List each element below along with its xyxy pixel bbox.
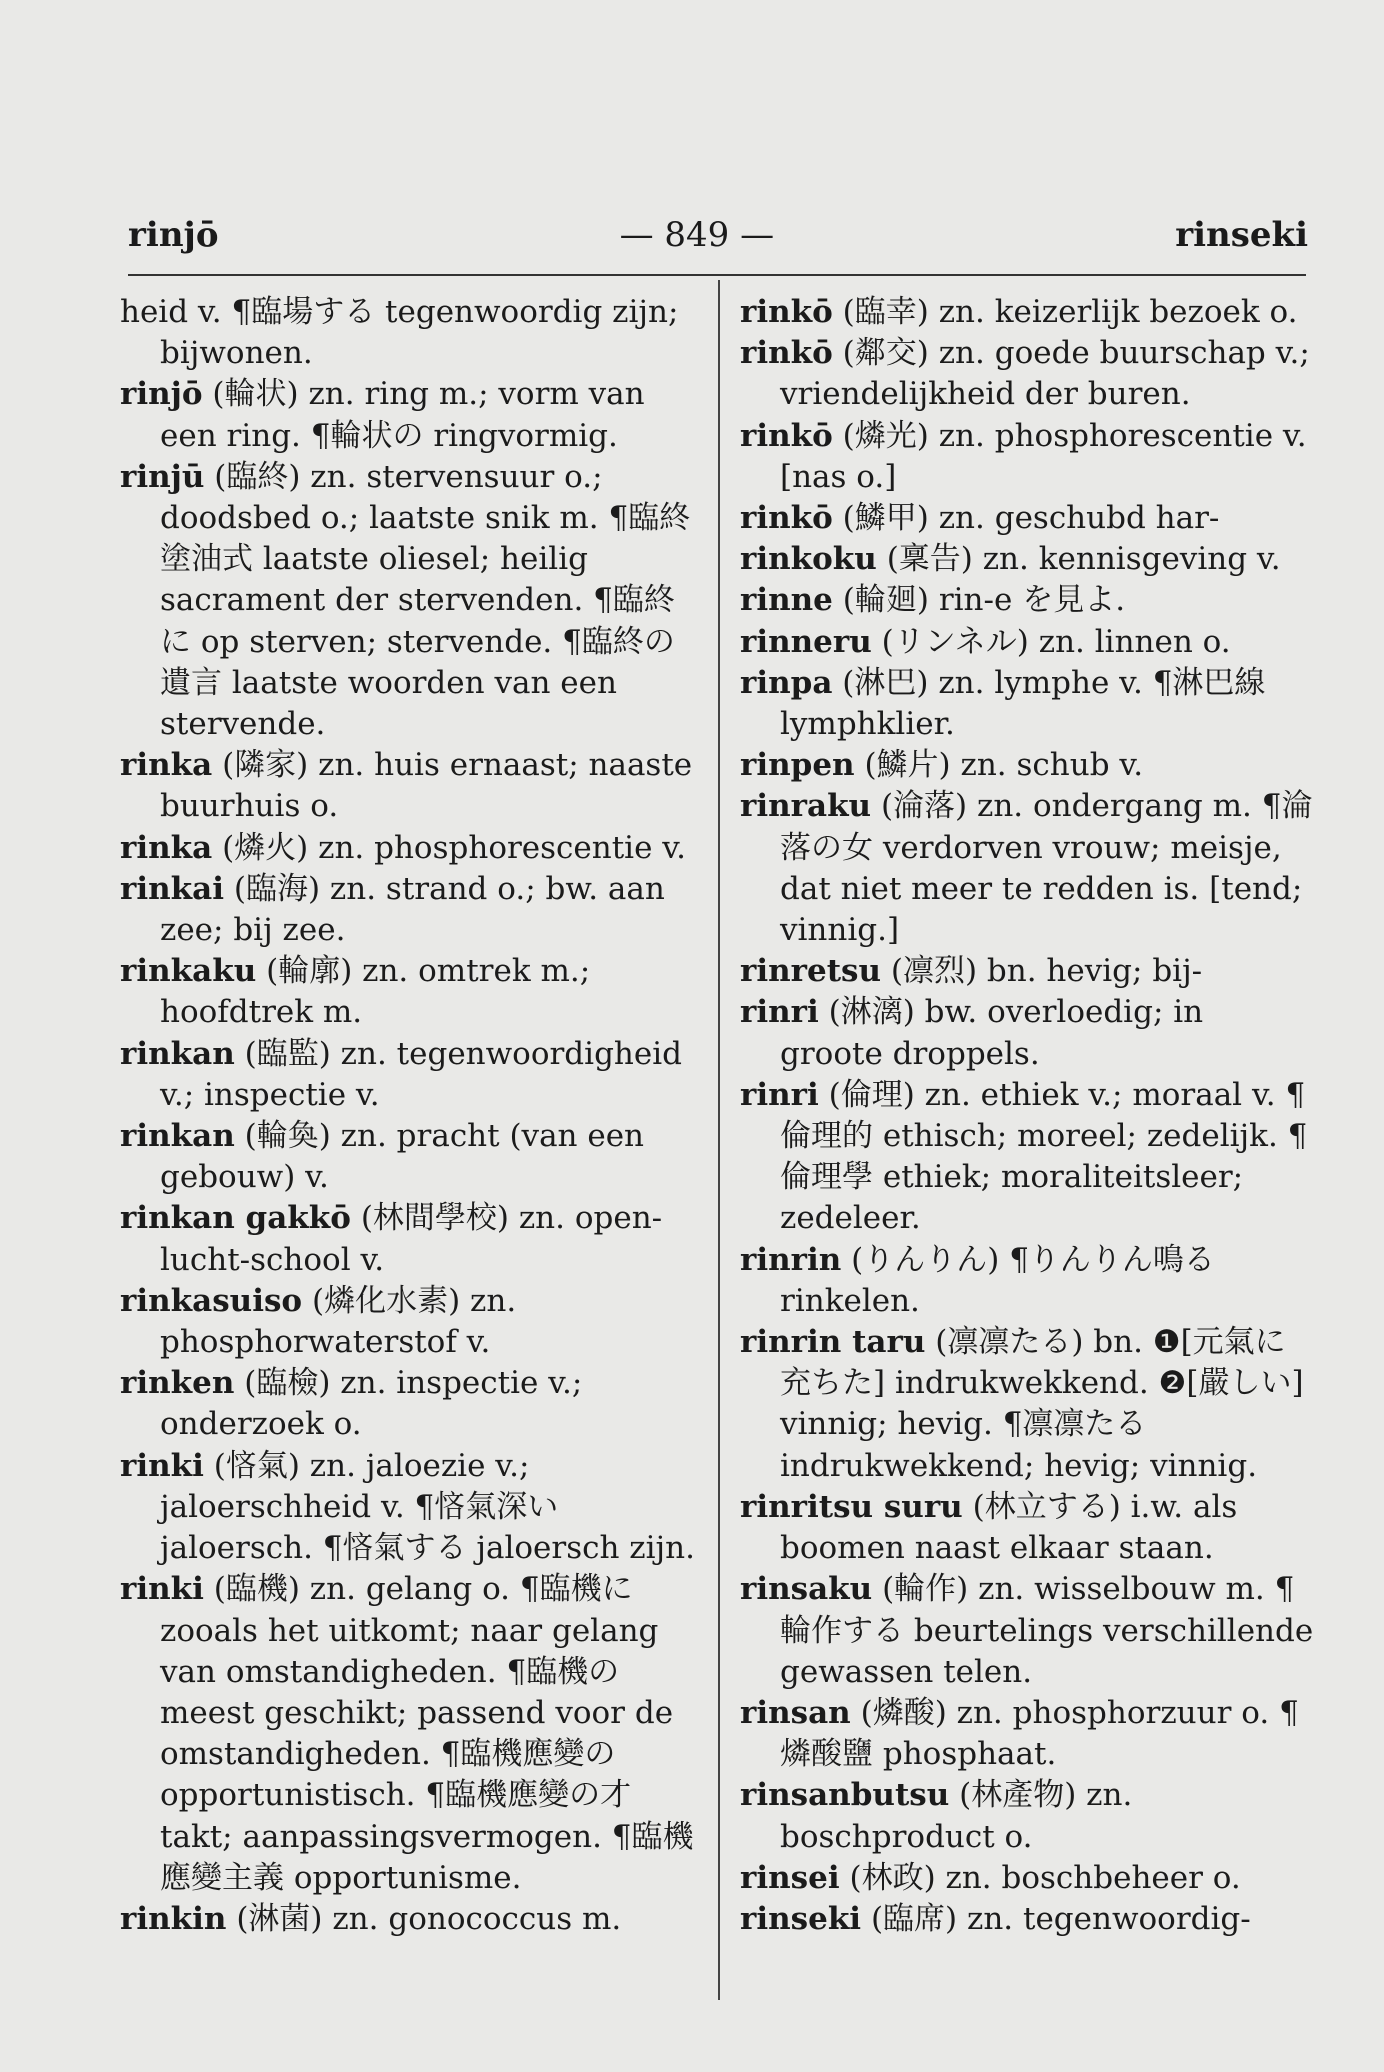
dictionary-entry: [120, 1363, 695, 1445]
entry-headword: rinka: [120, 829, 213, 866]
dictionary-entry: [740, 416, 1315, 498]
entry-headword: rinjō: [120, 376, 203, 413]
entry-definition: (倫理) zn. ethiek v.; moraal v. ¶倫理的 ethisch; moreel; zedelijk. ¶倫理學 ethiek; moraliteitsleer; zedeleer.: [780, 1076, 1308, 1237]
entry-definition: (臨監) zn. tegenwoordigheid v.; inspectie v.: [160, 1035, 682, 1113]
entry-headword: rinkan: [120, 1035, 235, 1072]
entry-definition: (林政) zn. boschbeheer o.: [849, 1859, 1241, 1896]
dictionary-entry: [740, 1775, 1315, 1857]
dictionary-entry: [740, 1569, 1315, 1693]
entry-definition: (燐火) zn. phosphorescentie v.: [222, 829, 686, 866]
entry-definition: (臨海) zn. strand o.; bw. aan zee; bij zee.: [160, 870, 665, 949]
entry-headword: rinne: [740, 582, 833, 619]
dictionary-entry: [120, 1116, 695, 1198]
entry-definition: (臨機) zn. gelang o. ¶臨機に zooals het uitkomt; naar gelang van omstandigheden. ¶臨機の meest geschikt; passend voor de omstandigheden. ¶臨機應變の opportunistisch. ¶臨機應變の才 takt; aanpassingsvermogen. ¶臨機應變主義 opportunisme.: [160, 1571, 694, 1896]
entry-headword: rinki: [120, 1571, 204, 1608]
entry-definition: heid v. ¶臨場する tegenwoordig zijn; bijwonen.: [120, 294, 679, 372]
entry-headword: rinri: [740, 1076, 819, 1113]
entry-headword: rinkan: [120, 1118, 235, 1155]
entry-headword: rinseki: [740, 1900, 862, 1937]
entry-definition: (輪作) zn. wisselbouw m. ¶輪作する beurtelings verschillende gewassen telen.: [780, 1571, 1314, 1690]
dictionary-entry: [120, 1446, 695, 1570]
dictionary-entry: [120, 457, 695, 745]
entry-headword: rinjū: [120, 458, 205, 495]
entry-definition: (淪落) zn. ondergang m. ¶淪落の女 verdorven vrouw; meisje, dat niet meer te redden is. [tend; vinnig.]: [780, 788, 1313, 949]
dictionary-entry: [120, 828, 695, 869]
dictionary-entry: [740, 1322, 1315, 1487]
entry-headword: rinkai: [120, 870, 224, 907]
dictionary-entry: [740, 1899, 1315, 1940]
entry-definition: (稟告) zn. kennisgeving v.: [886, 541, 1281, 578]
entry-headword: rinken: [120, 1365, 235, 1402]
page-number: — 849 —: [619, 215, 775, 255]
entry-headword: rinkō: [740, 417, 833, 454]
dictionary-entry: [120, 374, 695, 456]
entry-headword: rinretsu: [740, 953, 882, 990]
entry-headword: rinsanbutsu: [740, 1777, 950, 1814]
entry-definition: (鱗片) zn. schub v.: [864, 747, 1144, 784]
entry-headword: rinsaku: [740, 1571, 873, 1608]
entry-headword: rinsan: [740, 1694, 851, 1731]
entry-definition: (臨席) zn. tegenwoordig-: [870, 1900, 1251, 1937]
entry-definition: (燐光) zn. phosphorescentie v. [nas o.]: [780, 417, 1307, 495]
header-left-keyword: rinjō: [128, 215, 219, 255]
entry-headword: rinri: [740, 994, 819, 1031]
entry-definition: (リンネル) zn. linnen o.: [881, 623, 1231, 660]
entry-definition: (淋巴) zn. lymphe v. ¶淋巴線 lymphklier.: [780, 664, 1266, 743]
dictionary-entry: [740, 539, 1315, 580]
entry-headword: rinsei: [740, 1859, 840, 1896]
entry-headword: rinkin: [120, 1900, 227, 1937]
entry-definition: (燐化水素) zn. phosphorwaterstof v.: [160, 1282, 517, 1361]
entry-definition: (臨終) zn. stervensuur o.; doodsbed o.; laatste snik m. ¶臨終塗油式 laatste oliesel; heilig sacrament der stervenden. ¶臨終に op sterven; stervende. ¶臨終の遺言 laatste woorden van een stervende.: [160, 458, 691, 743]
entry-headword: rinkan gakkō: [120, 1200, 351, 1237]
left-column: [120, 292, 695, 1940]
entry-definition: (りんりん) ¶りんりん鳴る rinkelen.: [780, 1241, 1215, 1319]
entry-definition: (悋氣) zn. jaloezie v.; jaloerschheid v. ¶悋氣深い jaloersch. ¶悋氣する jaloersch zijn.: [160, 1447, 695, 1567]
dictionary-entry: [740, 1693, 1315, 1775]
header-right-keyword: rinseki: [1175, 215, 1308, 255]
entry-definition: (淋菌) zn. gonococcus m.: [236, 1900, 622, 1937]
dictionary-entry: [120, 1281, 695, 1363]
entry-headword: rinkaku: [120, 953, 257, 990]
dictionary-entry: [120, 1034, 695, 1116]
entry-definition: (鱗甲) zn. geschubd har-: [842, 500, 1220, 537]
dictionary-entry: [120, 745, 695, 827]
dictionary-entry: [120, 292, 695, 374]
entry-definition: (輪廻) rin-e を見よ.: [842, 582, 1126, 619]
dictionary-entry: [120, 1899, 695, 1940]
entry-definition: (林產物) zn. boschproduct o.: [780, 1777, 1133, 1855]
page-header: [128, 205, 1308, 265]
column-divider: [718, 280, 720, 2000]
entry-definition: (燐酸) zn. phosphorzuur o. ¶燐酸鹽 phosphaat.: [780, 1694, 1299, 1773]
dictionary-entry: [740, 1075, 1315, 1240]
dictionary-entry: [740, 1487, 1315, 1569]
entry-headword: rinneru: [740, 623, 872, 660]
dictionary-entry: [740, 498, 1315, 539]
header-rule: [128, 274, 1306, 276]
entry-headword: rinkasuiso: [120, 1282, 303, 1319]
dictionary-entry: [740, 1858, 1315, 1899]
entry-headword: rinki: [120, 1447, 204, 1484]
dictionary-entry: [740, 786, 1315, 951]
dictionary-entry: [740, 1240, 1315, 1322]
entry-definition: (輪状) zn. ring m.; vorm van een ring. ¶輪状の ringvormig.: [160, 376, 645, 454]
entry-headword: rinkō: [740, 500, 833, 537]
dictionary-entry: [740, 992, 1315, 1074]
right-column: [740, 292, 1315, 1940]
entry-definition: (鄰交) zn. goede buurschap v.; vriendelijkheid der buren.: [780, 335, 1310, 413]
entry-headword: rinka: [120, 747, 213, 784]
entry-headword: rinkō: [740, 294, 833, 330]
entry-headword: rinkoku: [740, 541, 877, 578]
entry-definition: (輪奐) zn. pracht (van een gebouw) v.: [160, 1118, 645, 1196]
entry-definition: (林立する) i.w. als boomen naast elkaar staan.: [780, 1488, 1238, 1567]
dictionary-entry: [740, 622, 1315, 663]
entry-definition: (輪廓) zn. omtrek m.; hoofdtrek m.: [160, 953, 591, 1031]
dictionary-entry: [120, 951, 695, 1033]
entry-definition: (林間學校) zn. open-lucht-school v.: [160, 1200, 663, 1278]
entry-definition: (凛凛たる) bn. ❶[元氣に充ちた] indrukwekkend. ❷[嚴しい] vinnig; hevig. ¶凛凛たる indrukwekkend; hevig; vinnig.: [780, 1324, 1304, 1484]
entry-definition: (臨幸) zn. keizerlijk bezoek o.: [842, 294, 1298, 330]
entry-headword: rinpa: [740, 664, 833, 701]
entry-definition: (淋漓) bw. overloedig; in groote droppels.: [780, 994, 1204, 1072]
entry-headword: rinrin taru: [740, 1324, 926, 1361]
entry-headword: rinraku: [740, 788, 872, 825]
dictionary-entry: [120, 869, 695, 951]
entry-headword: rinritsu suru: [740, 1488, 963, 1525]
dictionary-entry: [120, 1569, 695, 1899]
dictionary-entry: [740, 663, 1315, 745]
entry-definition: (臨檢) zn. inspectie v.; onderzoek o.: [160, 1365, 583, 1443]
entry-headword: rinpen: [740, 747, 855, 784]
entry-headword: rinrin: [740, 1241, 842, 1278]
entry-headword: rinkō: [740, 335, 833, 372]
dictionary-entry: [740, 951, 1315, 992]
dictionary-entry: [740, 745, 1315, 786]
dictionary-entry: [740, 292, 1315, 333]
entry-definition: (隣家) zn. huis ernaast; naaste buurhuis o.: [160, 747, 693, 825]
dictionary-entry: [120, 1198, 695, 1280]
entry-definition: (凛烈) bn. hevig; bij-: [890, 953, 1203, 990]
dictionary-entry: [740, 580, 1315, 621]
dictionary-entry: [740, 333, 1315, 415]
